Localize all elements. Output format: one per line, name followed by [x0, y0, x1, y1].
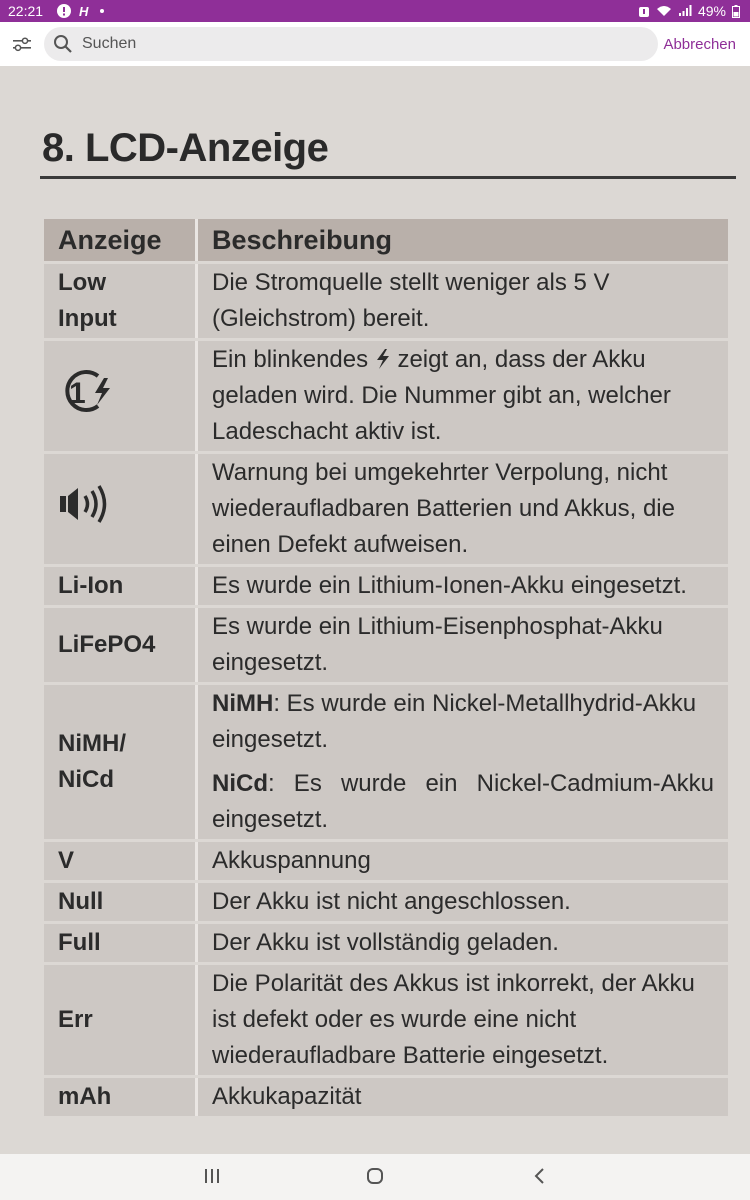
description-cell: Ein blinkendes zeigt an, dass der Akku geladen wird. Die Nummer gibt an, welcher Ladeschacht aktiv ist. [198, 341, 728, 451]
speaker-warning-icon [58, 482, 114, 526]
display-cell: Err [44, 965, 198, 1075]
nimh-paragraph: NiMH: Es wurde ein Nickel-Metallhydrid-Akku eingesetzt. [212, 690, 697, 753]
table-row [44, 608, 728, 682]
lcd-table [44, 216, 728, 1119]
display-cell: NiMH/ NiCd [44, 685, 198, 839]
document-page [0, 66, 750, 1154]
table-header-row [44, 219, 728, 261]
lightning-icon [375, 348, 391, 370]
description-cell: Akkukapazität [198, 1078, 728, 1116]
filter-button[interactable] [0, 22, 44, 66]
search-box[interactable] [44, 27, 658, 61]
recent-apps-icon[interactable] [202, 1166, 222, 1186]
alarm-icon [638, 5, 650, 18]
table-row [44, 924, 728, 962]
alert-icon [57, 4, 71, 18]
search-input[interactable] [80, 34, 644, 54]
table-row [44, 454, 728, 564]
svg-text:1: 1 [69, 376, 86, 410]
h-app-icon [78, 4, 92, 18]
cancel-button[interactable]: Abbrechen [663, 35, 736, 53]
home-icon[interactable] [365, 1166, 385, 1186]
display-cell: mAh [44, 1078, 198, 1116]
status-bar [0, 0, 750, 22]
search-bar [0, 22, 750, 66]
nicd-paragraph: NiCd: Es wurde ein Nickel-Cadmium-Akku eingesetzt. [212, 770, 714, 833]
column-header-description: Beschreibung [198, 219, 728, 261]
dot-icon [99, 8, 105, 14]
back-icon[interactable] [530, 1166, 550, 1186]
description-cell [198, 685, 728, 839]
description-cell: Die Stromquelle stellt weniger als 5 V (Gleichstrom) bereit. [198, 264, 728, 338]
table-row [44, 264, 728, 338]
table-row [44, 842, 728, 880]
status-time: 22:21 [8, 3, 44, 19]
search-icon [52, 33, 74, 55]
slot-1-charging-icon [58, 366, 120, 416]
description-cell: Die Polarität des Akkus ist inkorrekt, der Akku ist defekt oder es wurde eine nicht wiederaufladbare Batterie eingesetzt. [198, 965, 728, 1075]
description-cell: Es wurde ein Lithium-Eisenphosphat-Akku eingesetzt. [198, 608, 728, 682]
display-cell [44, 341, 198, 451]
notification-icons [57, 4, 105, 18]
svg-text:H: H [79, 4, 89, 18]
table-row [44, 1078, 728, 1116]
table-row [44, 965, 728, 1075]
table-row [44, 567, 728, 605]
display-cell [44, 454, 198, 564]
sliders-icon [12, 36, 32, 52]
table-row [44, 685, 728, 839]
column-header-display: Anzeige [44, 219, 198, 261]
table-row [44, 341, 728, 451]
description-cell: Akkuspannung [198, 842, 728, 880]
battery-percent: 49% [697, 3, 726, 19]
description-cell: Es wurde ein Lithium-Ionen-Akku eingesetzt. [198, 567, 728, 605]
table-row [44, 883, 728, 921]
display-cell: LiFePO4 [44, 608, 198, 682]
wifi-icon [656, 5, 672, 17]
battery-icon [732, 5, 740, 18]
title-underline [40, 176, 736, 179]
navigation-bar [0, 1154, 750, 1200]
display-cell: Low Input [44, 264, 198, 338]
description-cell: Der Akku ist nicht angeschlossen. [198, 883, 728, 921]
description-cell: Der Akku ist vollständig geladen. [198, 924, 728, 962]
display-cell: Li-Ion [44, 567, 198, 605]
page-title: 8. LCD-Anzeige [42, 126, 329, 170]
display-cell: V [44, 842, 198, 880]
description-cell: Warnung bei umgekehrter Verpolung, nicht wiederaufladbaren Batterien und Akkus, die einen Defekt aufweisen. [198, 454, 728, 564]
display-cell: Null [44, 883, 198, 921]
signal-icon [678, 5, 692, 17]
display-cell: Full [44, 924, 198, 962]
